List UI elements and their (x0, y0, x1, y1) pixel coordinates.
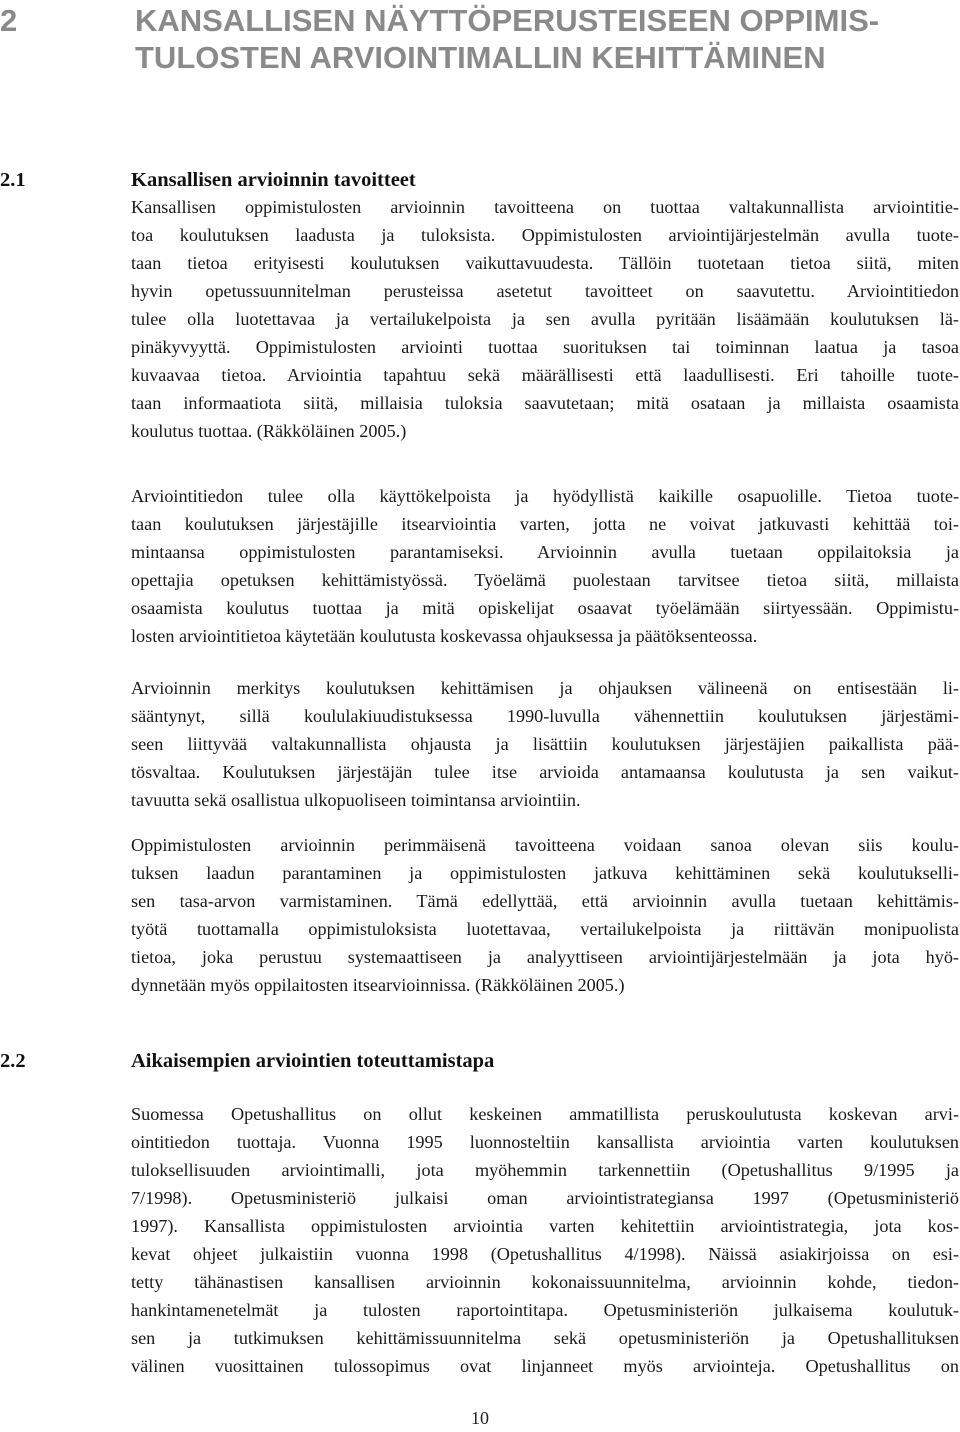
section-title: Kansallisen arvioinnin tavoitteet (131, 169, 416, 191)
chapter-number: 2 (0, 3, 18, 38)
chapter-title-line: TULOSTEN ARVIOINTIMALLIN KEHITTÄMINEN (135, 40, 826, 75)
text-line: välinen vuosittainen tulossopimus ovat linjanneet myös arviointeja. Opetushallitus on (131, 1356, 959, 1376)
text-line: ointitiedon tuottaja. Vuonna 1995 luonnosteltiin kansallista arviointia varten koulutuksen (131, 1132, 959, 1152)
text-line: taan informaatiota siitä, millaisia tuloksia saavutetaan; mitä osataan ja millaista osaamista (131, 393, 959, 413)
text-line: koulutus tuottaa. (Räkköläinen 2005.) (131, 421, 407, 441)
section-number: 2.2 (0, 1050, 26, 1072)
text-line: sääntynyt, sillä koululakiuudistuksessa 1990-luvulla vähennettiin koulutuksen järjestämi- (131, 706, 959, 726)
text-line: 7/1998). Opetusministeriö julkaisi oman arviointistrategiansa 1997 (Opetusministeriö (131, 1188, 959, 1208)
text-line: sen ja tutkimuksen kehittämissuunnitelma sekä opetusministeriön ja Opetushallituksen (131, 1328, 959, 1348)
text-line: Arvioinnin merkitys koulutuksen kehittämisen ja ohjauksen välineenä on entisestään li- (131, 678, 959, 698)
text-line: opettajia opetuksen kehittämistyössä. Työelämä puolestaan tarvitsee tietoa siitä, millaista (131, 570, 959, 590)
text-line: Arviointitiedon tulee olla käyttökelpoista ja hyödyllistä kaikille osapuolille. Tietoa tuote- (131, 486, 959, 506)
text-line: kevat ohjeet julkaistiin vuonna 1998 (Opetushallitus 4/1998). Näissä asiakirjoissa on esi- (131, 1244, 959, 1264)
text-line: taan koulutuksen järjestäjille itsearviointia varten, jotta ne voivat jatkuvasti kehittää toi- (131, 514, 959, 534)
text-line: mintaansa oppimistulosten parantamiseksi. Arvioinnin avulla tuetaan oppilaitoksia ja (131, 542, 959, 562)
text-line: Suomessa Opetushallitus on ollut keskeinen ammatillista peruskoulutusta koskevan arvi- (131, 1104, 959, 1124)
text-line: tavuutta sekä osallistua ulkopuoliseen toimintansa arviointiin. (131, 790, 581, 810)
text-line: Oppimistulosten arvioinnin perimmäisenä tavoitteena voidaan sanoa olevan siis koulu- (131, 835, 959, 855)
page-number: 10 (471, 1408, 489, 1428)
text-line: seen liittyvää valtakunnallista ohjausta ja lisättiin koulutuksen järjestäjien paikallista pää- (131, 734, 959, 754)
text-line: tösvaltaa. Koulutuksen järjestäjän tulee itse arvioida antamaansa koulutusta ja sen vaikut- (131, 762, 959, 782)
text-line: losten arviointitietoa käytetään koulutusta koskevassa ohjauksessa ja päätöksenteossa. (131, 626, 758, 646)
text-line: dynnetään myös oppilaitosten itsearvioinnissa. (Räkköläinen 2005.) (131, 975, 625, 995)
text-line: toa koulutuksen laadusta ja tuloksista. Oppimistulosten arviointijärjestelmän avulla tuote- (131, 225, 959, 245)
text-line: työtä tuottamalla oppimistuloksista luotettavaa, vertailukelpoista ja riittävän monipuolista (131, 919, 959, 939)
text-line: Kansallisen oppimistulosten arvioinnin tavoitteena on tuottaa valtakunnallista arviointitie- (131, 197, 959, 217)
text-line: kuvaavaa tietoa. Arviointia tapahtuu sekä määrällisesti että laadullisesti. Eri tahoille tuote- (131, 365, 959, 385)
text-line: tetty tähänastisen kansallisen arvioinnin kokonaissuunnitelma, arvioinnin kohde, tiedon- (131, 1272, 959, 1292)
text-line: tulee olla luotettavaa ja vertailukelpoista ja sen avulla pyritään lisäämään koulutuksen lä- (131, 309, 959, 329)
chapter-title-line: KANSALLISEN NÄYTTÖPERUSTEISEEN OPPIMIS- (135, 3, 880, 38)
section-number: 2.1 (0, 169, 26, 191)
text-line: 1997). Kansallista oppimistulosten arviointia varten kehitettiin arviointistrategia, jota kos- (131, 1216, 959, 1236)
text-line: sen tasa-arvon varmistaminen. Tämä edellyttää, että arvioinnin avulla tuetaan kehittämis- (131, 891, 959, 911)
text-line: osaamista koulutus tuottaa ja mitä opiskelijat osaavat työelämään siirtyessään. Oppimistu- (131, 598, 959, 618)
text-line: hyvin opetussuunnitelman perusteissa asetetut tavoitteet on saavutettu. Arviointitiedon (131, 281, 959, 301)
text-line: tuksen laadun parantaminen ja oppimistulosten jatkuva kehittäminen sekä koulutukselli- (131, 863, 959, 883)
text-line: tuloksellisuuden arviointimalli, jota myöhemmin tarkennettiin (Opetushallitus 9/1995 ja (131, 1160, 959, 1180)
section-title: Aikaisempien arviointien toteuttamistapa (131, 1050, 495, 1072)
text-line: pinäkyvyyttä. Oppimistulosten arviointi tuottaa suorituksen tai toiminnan laatua ja tasoa (131, 337, 959, 357)
text-line: tietoa, joka perustuu systemaattiseen ja analyyttiseen arviointijärjestelmään ja jota hyö- (131, 947, 959, 967)
chapter-title (135, 2, 935, 76)
text-line: hankintamenetelmät ja tulosten raportointitapa. Opetusministeriön julkaisema koulutuk- (131, 1300, 959, 1320)
text-line: taan tietoa erityisesti koulutuksen vaikuttavuudesta. Tällöin tuotetaan tietoa siitä, miten (131, 253, 959, 273)
